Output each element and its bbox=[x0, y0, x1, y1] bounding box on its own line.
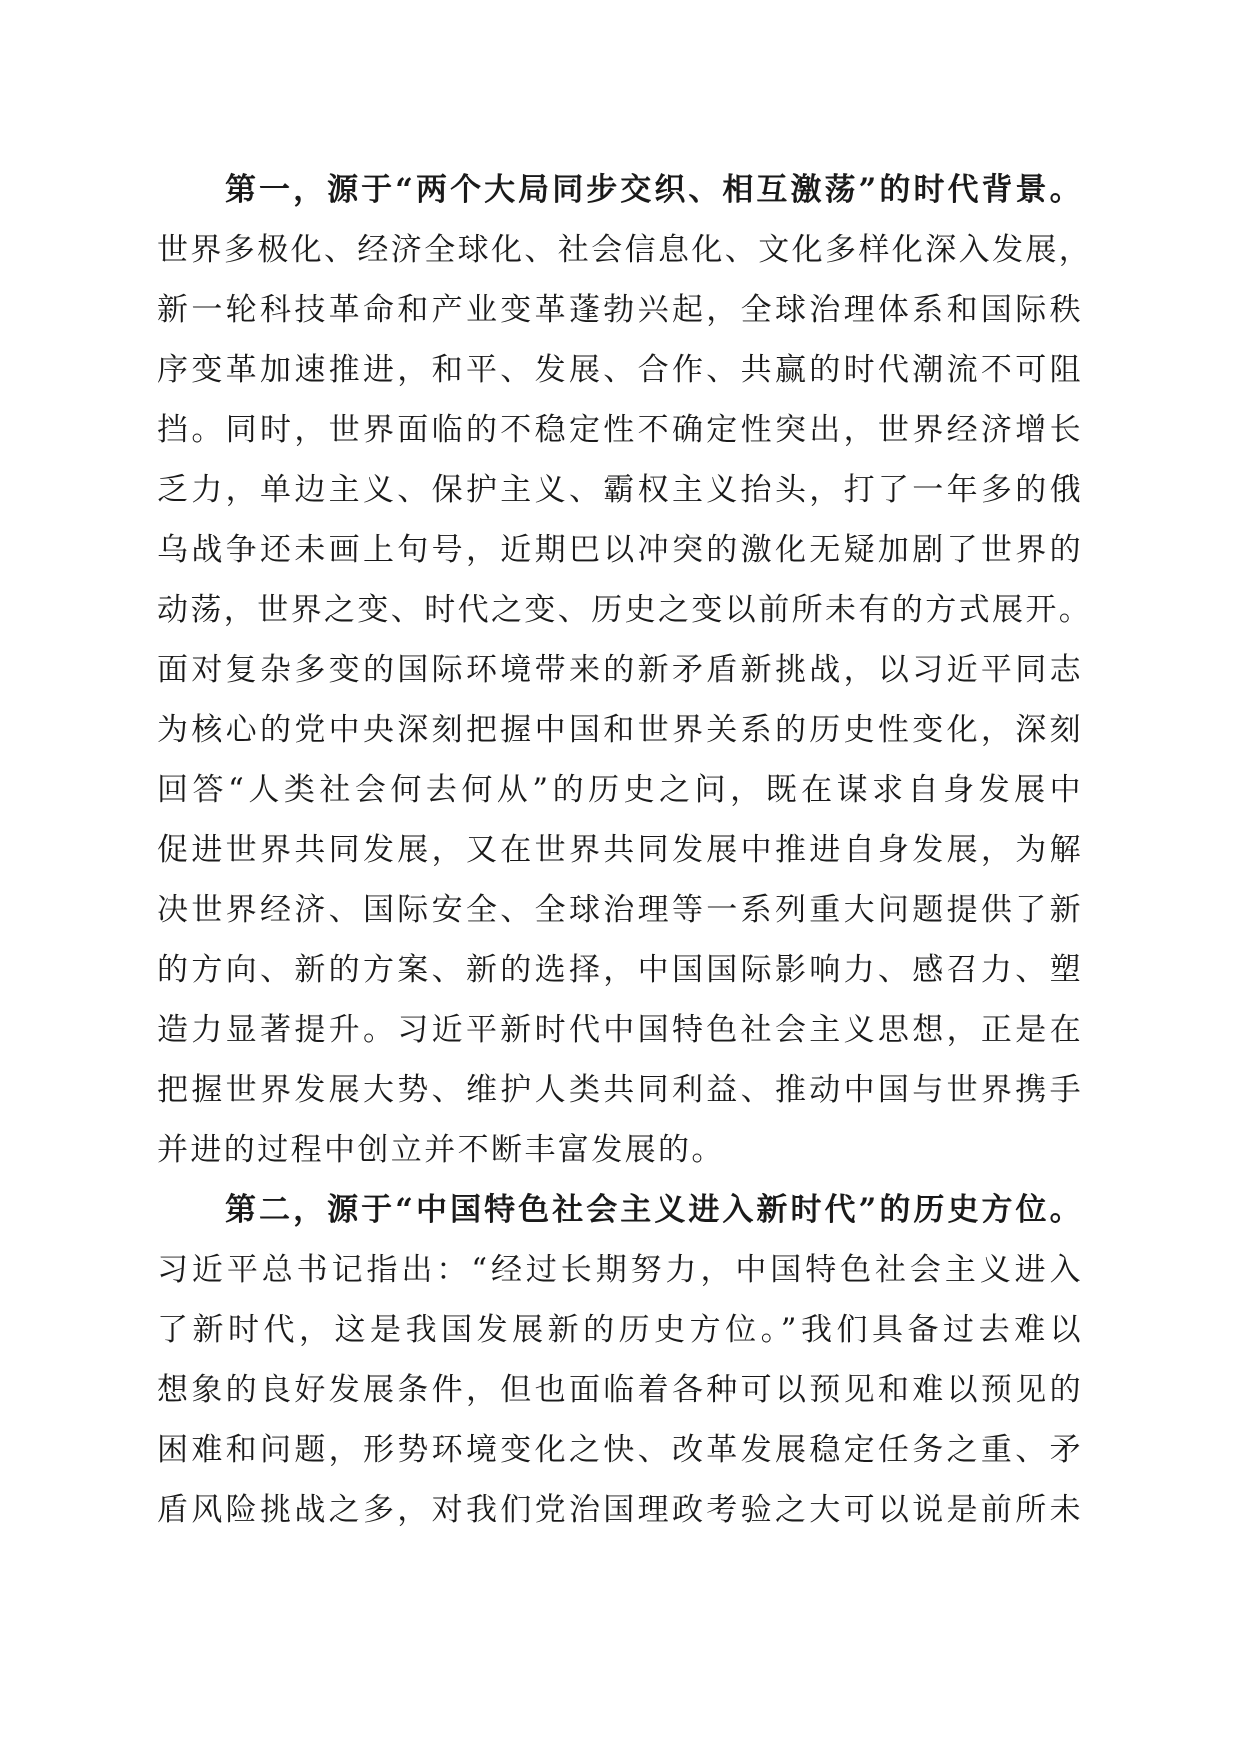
paragraph-1-heading: 第一，源于“两个大局同步交织、相互激荡”的时代背景。 bbox=[225, 172, 1083, 208]
paragraph-1-line: 世界多极化、经济全球化、社会信息化、文化多样化深入发展， bbox=[157, 232, 1093, 268]
paragraph-1-line: 新一轮科技革命和产业变革蓬勃兴起，全球治理体系和国际秩 bbox=[157, 292, 1083, 328]
paragraph-2-line: 习近平总书记指出：“经过长期努力，中国特色社会主义进入 bbox=[157, 1252, 1083, 1288]
paragraph-1-line: 把握世界发展大势、维护人类共同利益、推动中国与世界携手 bbox=[157, 1072, 1083, 1108]
paragraph-1-line: 挡。同时，世界面临的不稳定性不确定性突出，世界经济增长 bbox=[157, 412, 1083, 448]
paragraph-1-line: 决世界经济、国际安全、全球治理等一系列重大问题提供了新 bbox=[157, 892, 1083, 928]
paragraph-1-line: 的方向、新的方案、新的选择，中国国际影响力、感召力、塑 bbox=[157, 952, 1083, 988]
paragraph-1-line: 回答“人类社会何去何从”的历史之问，既在谋求自身发展中 bbox=[157, 772, 1083, 808]
paragraph-1-line: 为核心的党中央深刻把握中国和世界关系的历史性变化，深刻 bbox=[157, 712, 1083, 748]
paragraph-1-line: 造力显著提升。习近平新时代中国特色社会主义思想，正是在 bbox=[157, 1012, 1083, 1048]
paragraph-1-line: 乌战争还未画上句号，近期巴以冲突的激化无疑加剧了世界的 bbox=[157, 532, 1083, 568]
paragraph-2-heading: 第二，源于“中国特色社会主义进入新时代”的历史方位。 bbox=[225, 1192, 1083, 1228]
paragraph-1-line: 面对复杂多变的国际环境带来的新矛盾新挑战，以习近平同志 bbox=[157, 652, 1083, 688]
paragraph-2-line: 盾风险挑战之多，对我们党治国理政考验之大可以说是前所未 bbox=[157, 1492, 1083, 1528]
paragraph-1-line: 乏力，单边主义、保护主义、霸权主义抬头，打了一年多的俄 bbox=[157, 472, 1083, 508]
paragraph-2-line: 了新时代，这是我国发展新的历史方位。”我们具备过去难以 bbox=[157, 1312, 1083, 1348]
paragraph-2-line: 想象的良好发展条件，但也面临着各种可以预见和难以预见的 bbox=[157, 1372, 1083, 1408]
paragraph-1-line: 动荡，世界之变、时代之变、历史之变以前所未有的方式展开。 bbox=[157, 592, 1093, 628]
paragraph-1-line: 序变革加速推进，和平、发展、合作、共赢的时代潮流不可阻 bbox=[157, 352, 1083, 388]
paragraph-2-line: 困难和问题，形势环境变化之快、改革发展稳定任务之重、矛 bbox=[157, 1432, 1083, 1468]
document-page bbox=[157, 160, 1093, 1540]
paragraph-1-line: 并进的过程中创立并不断丰富发展的。 bbox=[157, 1132, 725, 1168]
paragraph-1-line: 促进世界共同发展，又在世界共同发展中推进自身发展，为解 bbox=[157, 832, 1083, 868]
